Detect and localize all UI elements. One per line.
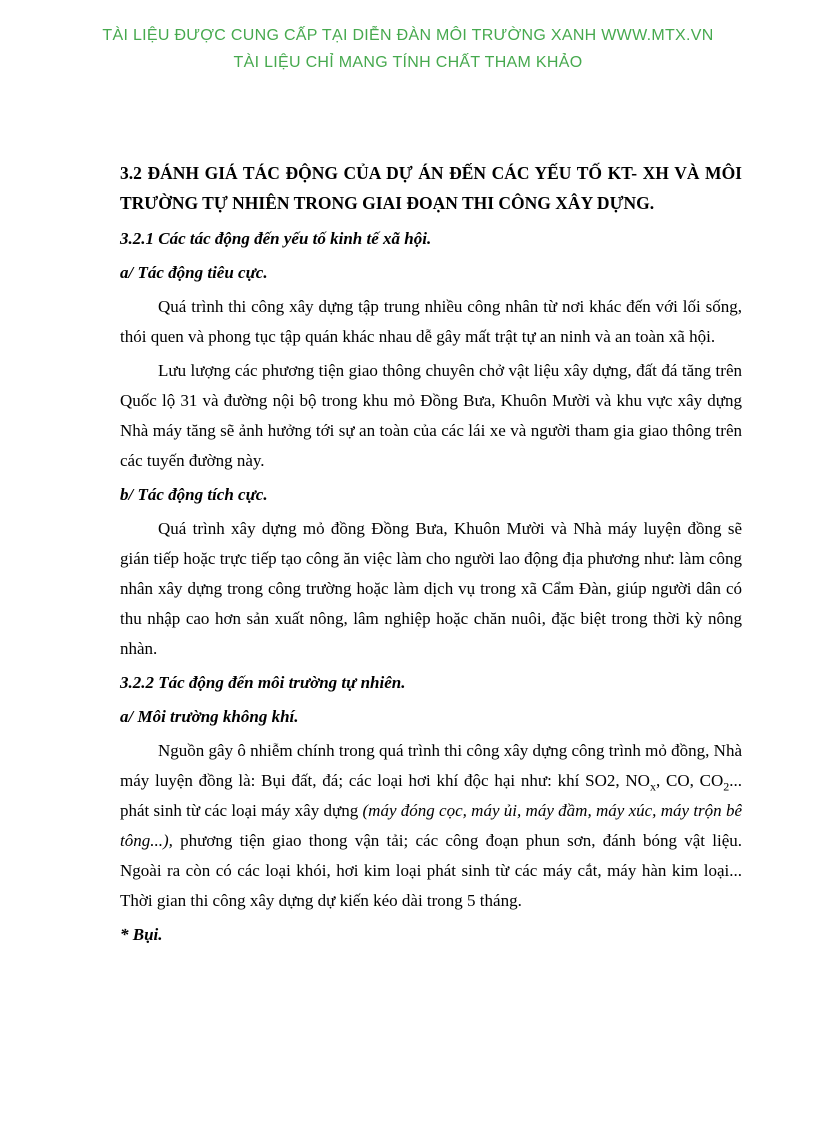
section-heading-3-2: 3.2 ĐÁNH GIÁ TÁC ĐỘNG CỦA DỰ ÁN ĐẾN CÁC YẾU TỐ KT- XH VÀ MÔI TRƯỜNG TỰ NHIÊN TRONG GIAI ĐOẠN THI CÔNG XÂY DỰNG. — [120, 163, 742, 213]
para-air-text-4: phương tiện giao thong vận tải; các công đoạn phun sơn, đánh bóng vật liệu. Ngoài ra còn có các loại khói, hơi kim loại phát sinh từ các máy cắt, máy hàn kim loại... Thời gian thi công xây dựng dự kiến kéo dài trong 5 tháng. — [120, 831, 742, 910]
item-heading-a-air-environment: a/ Môi trường không khí. — [120, 707, 299, 726]
item-heading-b-positive: b/ Tác động tích cực. — [120, 485, 268, 504]
watermark-line-2: TÀI LIỆU CHỈ MANG TÍNH CHẤT THAM KHẢO — [233, 54, 583, 71]
paragraph-negative-impact-1: Quá trình thi công xây dựng tập trung nhiều công nhân từ nơi khác đến với lối sống, thói quen và phong tục tập quán khác nhau dễ gây mất trật tự an ninh và an toàn xã hội. — [120, 297, 742, 346]
subscript-2: 2 — [723, 779, 730, 794]
document-body — [120, 158, 742, 954]
watermark-line-1: TÀI LIỆU ĐƯỢC CUNG CẤP TẠI DIỄN ĐÀN MÔI TRƯỜNG XANH WWW.MTX.VN — [102, 27, 714, 44]
para-air-text-3: ... phát sinh từ các loại máy xây dựng — [120, 771, 742, 820]
watermark-header — [0, 22, 816, 76]
paragraph-positive-impact: Quá trình xây dựng mỏ đồng Đồng Bưa, Khuôn Mười và Nhà máy luyện đồng sẽ gián tiếp hoặc trực tiếp tạo công ăn việc làm cho người lao động địa phương như: làm công nhân xây dựng trong công trường hoặc làm dịch vụ trong xã Cẩm Đàn, giúp người dân có thu nhập cao hơn sản xuất nông, lâm nghiệp hoặc chăn nuôi, đặc biệt trong thời kỳ nông nhàn. — [120, 519, 742, 658]
subscript-x: x — [649, 779, 656, 794]
item-heading-a-negative: a/ Tác động tiêu cực. — [120, 263, 268, 282]
item-heading-dust: * Bụi. — [120, 925, 163, 944]
subsection-heading-3-2-2: 3.2.2 Tác động đến môi trường tự nhiên. — [120, 673, 406, 692]
paragraph-air-pollution — [120, 736, 742, 916]
para-air-italic-machines-list: (máy đóng cọc, máy ủi, máy đầm, máy xúc, máy trộn bê tông...), — [120, 801, 742, 850]
para-air-text-1: Nguồn gây ô nhiễm chính trong quá trình thi công xây dựng công trình mỏ đồng, Nhà máy luyện đồng là: Bụi đất, đá; các loại hơi khí độc hại như: khí SO2, NO — [120, 741, 742, 790]
paragraph-negative-impact-2: Lưu lượng các phương tiện giao thông chuyên chở vật liệu xây dựng, đất đá tăng trên Quốc lộ 31 và đường nội bộ trong khu mỏ Đồng Bưa, Khuôn Mười và khu vực xây dựng Nhà máy tăng sẽ ảnh hưởng tới sự an toàn của các lái xe và người tham gia giao thông trên các tuyến đường này. — [120, 361, 742, 470]
para-air-text-2: , CO, CO — [655, 771, 724, 790]
subsection-heading-3-2-1: 3.2.1 Các tác động đến yếu tố kinh tế xã hội. — [120, 229, 432, 248]
